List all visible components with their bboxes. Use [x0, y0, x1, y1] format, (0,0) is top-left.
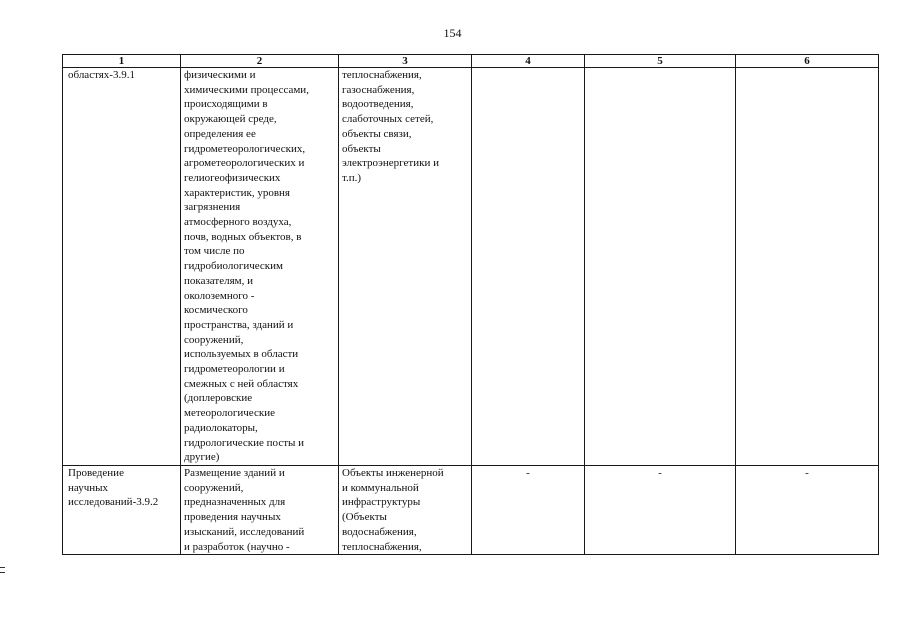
cell-text: -	[658, 466, 662, 479]
cell-objects	[339, 465, 472, 554]
regulations-table	[62, 54, 879, 555]
column-header-4: 4	[472, 55, 585, 68]
cell-text: Размещение зданий и сооружений, предназначенных для проведения научных изысканий, исследований и разработок (научно -	[184, 466, 305, 553]
cell-col6	[736, 68, 879, 466]
cell-col5	[585, 465, 736, 554]
table-row	[63, 68, 879, 466]
column-header-6: 6	[736, 55, 879, 68]
column-header-1: 1	[63, 55, 181, 68]
cell-col6	[736, 465, 879, 554]
cell-text: -	[526, 466, 530, 479]
column-header-5: 5	[585, 55, 736, 68]
page-number: 154	[443, 26, 462, 40]
cell-col4	[472, 68, 585, 466]
cell-col5	[585, 68, 736, 466]
cell-text: теплоснабжения, газоснабжения, водоотведения, слаботочных сетей, объекты связи, объекты электроэнергетики и т.п.)	[342, 69, 439, 184]
cell-text: областях-3.9.1	[68, 69, 135, 81]
cell-description	[181, 68, 339, 466]
table-header-row	[63, 55, 879, 68]
cell-activity-type	[63, 68, 181, 466]
cell-description	[181, 465, 339, 554]
cell-text: физическими и химическими процессами, происходящими в окружающей среде, определения ее гидрометеорологических, агрометеорологических и гелиогеофизических характеристик, уровня загрязнения атмосферного воздуха, почв, водных объектов, в том числе по гидробиологическим показателям, и околоземного - космического пространства, зданий и сооружений, используемых в области гидрометеорологии и смежных с ней областях (доплеровские метеорологические радиолокаторы, гидрологические посты и другие)	[184, 69, 309, 464]
cell-objects	[339, 68, 472, 466]
cell-text: -	[805, 466, 809, 479]
cell-text: Проведение научных исследований-3.9.2	[68, 466, 159, 509]
cell-activity-type	[63, 465, 181, 554]
cell-col4	[472, 465, 585, 554]
column-header-3: 3	[339, 55, 472, 68]
column-header-2: 2	[181, 55, 339, 68]
table-row	[63, 465, 879, 554]
scan-edge-mark	[0, 567, 5, 573]
cell-text: Объекты инженерной и коммунальной инфраструктуры (Объекты водоснабжения, теплоснабжения,	[342, 466, 444, 553]
